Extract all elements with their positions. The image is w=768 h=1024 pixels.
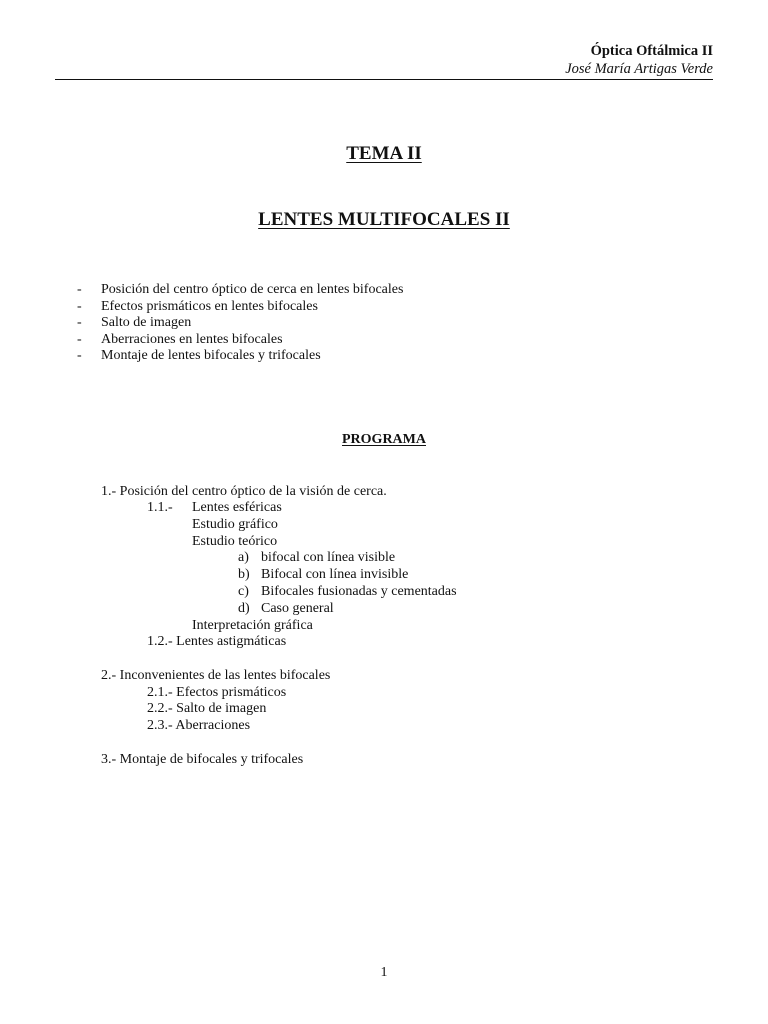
list-item xyxy=(77,332,403,349)
estudio-grafico: Estudio gráfico xyxy=(192,517,278,532)
section-3-title: 3.- Montaje de bifocales y trifocales xyxy=(101,752,304,767)
interpretacion-grafica: Interpretación gráfica xyxy=(192,618,313,633)
list-bullet: - xyxy=(77,348,82,364)
list-item xyxy=(77,299,403,316)
page-subtitle: LENTES MULTIFOCALES II xyxy=(258,209,510,230)
header-divider xyxy=(55,79,713,80)
section-2-3: 2.3.- Aberraciones xyxy=(147,718,251,733)
page-title: TEMA II xyxy=(346,143,422,164)
header-course-title: Óptica Oftálmica II xyxy=(590,43,713,59)
header-author: José María Artigas Verde xyxy=(565,61,713,77)
section-2-2: 2.2.- Salto de imagen xyxy=(147,701,267,716)
list-item xyxy=(77,315,403,332)
section-1-title: 1.- Posición del centro óptico de la visión de cerca. xyxy=(101,484,387,499)
item-a-label: a) xyxy=(238,550,249,565)
section-2-1: 2.1.- Efectos prismáticos xyxy=(147,685,287,700)
item-b-label: b) xyxy=(238,567,250,582)
list-bullet: - xyxy=(77,315,82,331)
page-number: 1 xyxy=(380,965,388,980)
list-item-text: Montaje de lentes bifocales y trifocales xyxy=(101,348,321,364)
list-item-text: Salto de imagen xyxy=(101,315,192,331)
list-bullet: - xyxy=(77,331,82,347)
section-1-2: 1.2.- Lentes astigmáticas xyxy=(147,634,287,649)
section-2-title: 2.- Inconvenientes de las lentes bifocales xyxy=(101,668,331,683)
list-item-text: Aberraciones en lentes bifocales xyxy=(101,331,283,347)
estudio-teorico: Estudio teórico xyxy=(192,534,278,549)
list-item-text: Efectos prismáticos en lentes bifocales xyxy=(101,298,318,314)
section-1-1-number: 1.1.- xyxy=(147,500,173,515)
programa-heading: PROGRAMA xyxy=(342,432,426,447)
item-a-text: bifocal con línea visible xyxy=(261,550,396,565)
item-d-label: d) xyxy=(238,601,250,616)
list-bullet: - xyxy=(77,298,82,314)
list-item-text: Posición del centro óptico de cerca en lentes bifocales xyxy=(101,282,404,297)
item-b-text: Bifocal con línea invisible xyxy=(261,567,409,582)
item-c-text: Bifocales fusionadas y cementadas xyxy=(261,584,457,599)
item-c-label: c) xyxy=(238,584,249,599)
list-item xyxy=(77,282,403,299)
list-bullet: - xyxy=(77,282,82,297)
section-1-1-title: Lentes esféricas xyxy=(192,500,282,515)
item-d-text: Caso general xyxy=(261,601,334,616)
topics-list xyxy=(77,282,403,365)
list-item xyxy=(77,348,403,365)
